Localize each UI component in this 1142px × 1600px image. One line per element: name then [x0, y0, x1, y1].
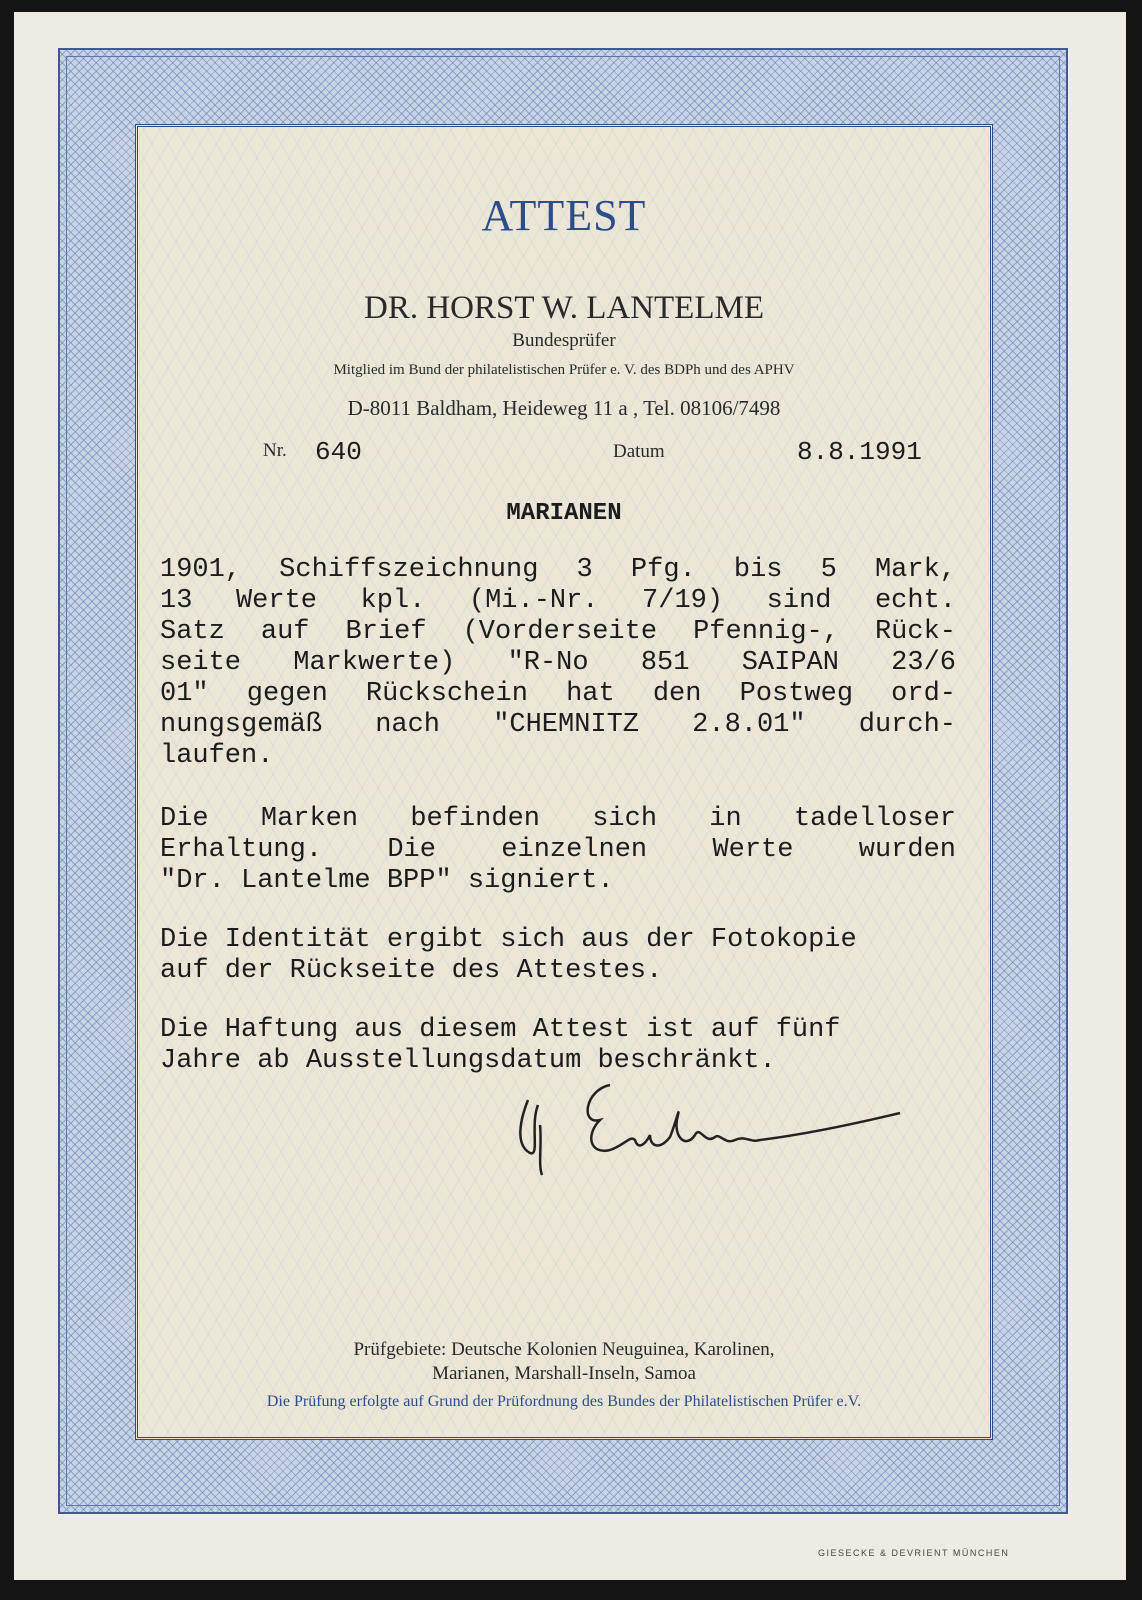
text-line: 01" gegen Rückschein hat den Postweg ord- — [160, 679, 956, 709]
signature — [500, 1065, 910, 1185]
examiner-address: D-8011 Baldham, Heideweg 11 a , Tel. 08106/7498 — [347, 396, 781, 420]
certificate-date: 8.8.1991 — [797, 437, 922, 467]
text-line: Die Identität ergibt sich aus der Fotokopie — [160, 925, 857, 955]
country-heading: MARIANEN — [506, 500, 622, 527]
examination-rules: Die Prüfung erfolgte auf Grund der Prüfordnung des Bundes der Philatelistischen Prüfer e.V. — [266, 1393, 862, 1410]
paragraph-condition — [160, 804, 956, 897]
text-line: seite Markwerte) "R-No 851 SAIPAN 23/6 — [160, 648, 956, 678]
text-line: "Dr. Lantelme BPP" signiert. — [160, 866, 614, 896]
examination-areas — [135, 1338, 993, 1386]
text-line: laufen. — [160, 741, 274, 771]
examiner-membership: Mitglied im Bund der philatelistischen Prüfer e. V. des BDPh und des APHV — [333, 362, 795, 378]
text-line: auf der Rückseite des Attestes. — [160, 956, 663, 986]
text-line: Jahre ab Ausstellungsdatum beschränkt. — [160, 1046, 776, 1076]
areas-line: Prüfgebiete: Deutsche Kolonien Neuguinea, Karolinen, — [353, 1339, 775, 1360]
text-line: Die Marken befinden sich in tadelloser — [160, 804, 956, 834]
printer-imprint: GIESECKE & DEVRIENT MÜNCHEN — [818, 1548, 1010, 1558]
text-line: nungsgemäß nach "CHEMNITZ 2.8.01" durch- — [160, 710, 956, 740]
certificate-title: ATTEST — [481, 191, 647, 240]
paragraph-description — [160, 555, 956, 772]
text-line: 13 Werte kpl. (Mi.-Nr. 7/19) sind echt. — [160, 586, 956, 616]
text-line: 1901, Schiffszeichnung 3 Pfg. bis 5 Mark, — [160, 555, 956, 585]
text-line: Satz auf Brief (Vorderseite Pfennig-, Rück- — [160, 617, 956, 647]
text-line: Erhaltung. Die einzelnen Werte wurden — [160, 835, 956, 865]
certificate-number: 640 — [315, 437, 362, 467]
examiner-role: Bundesprüfer — [512, 330, 616, 351]
text-line: Die Haftung aus diesem Attest ist auf fünf — [160, 1015, 841, 1045]
examiner-name: DR. HORST W. LANTELME — [364, 290, 764, 326]
areas-line: Marianen, Marshall-Inseln, Samoa — [432, 1363, 696, 1384]
nr-label: Nr. — [263, 440, 287, 461]
date-label: Datum — [613, 441, 665, 462]
paragraph-identity — [160, 925, 956, 987]
